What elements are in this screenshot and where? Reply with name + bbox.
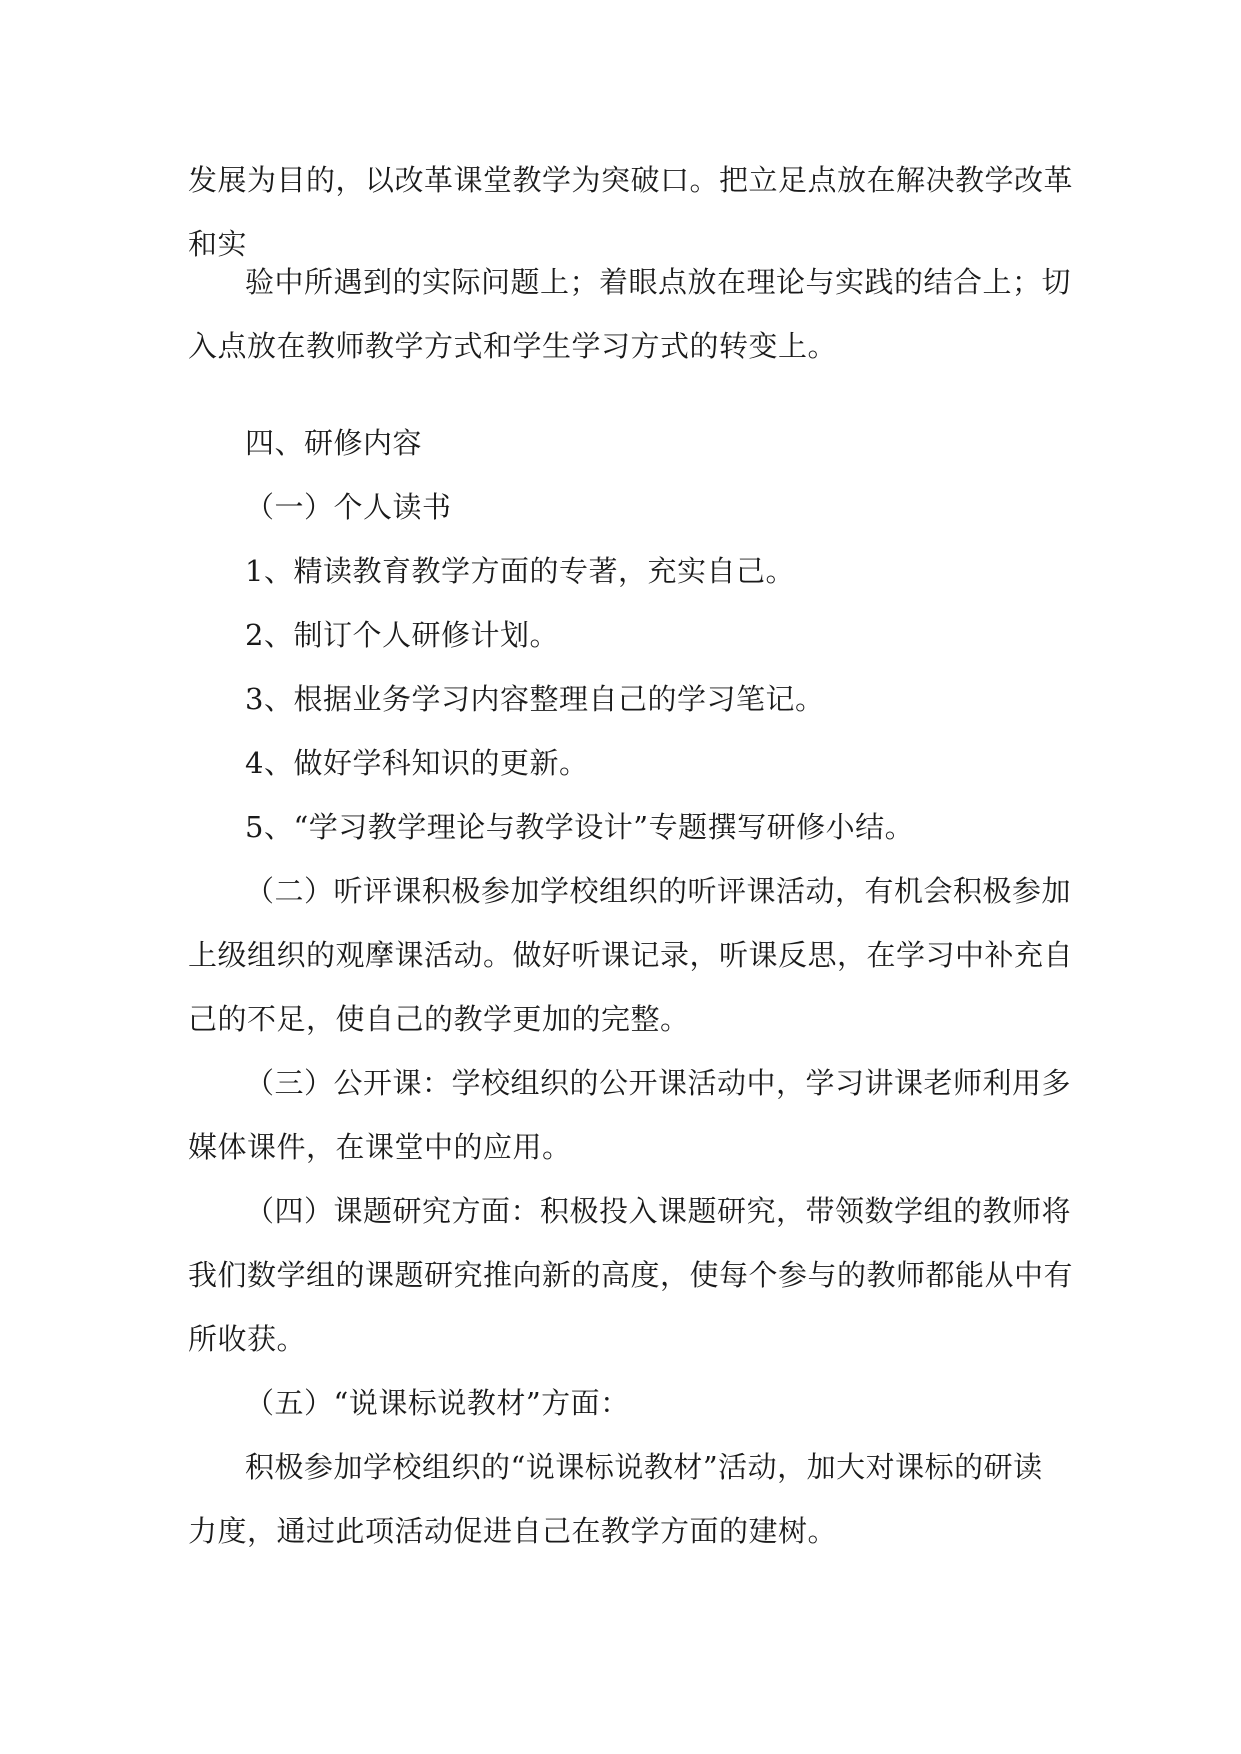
text-line: 力度，通过此项活动促进自己在教学方面的建树。 [188,1514,838,1548]
text-line: 2、制订个人研修计划。 [245,618,559,652]
text-line: 入点放在教师教学方式和学生学习方式的转变上。 [188,329,838,363]
text-line: 己的不足，使自己的教学更加的完整。 [188,1002,690,1036]
list-item [188,731,1125,795]
text-line: 4、做好学科知识的更新。 [245,746,589,780]
paragraph [188,859,1074,1051]
list-item [188,795,1125,859]
text-line: 积极参加学校组织的“说课标说教材”活动，加大对课标的研读 [245,1450,1043,1484]
text-line: 四、研修内容 [245,426,423,460]
text-line: 和实 [188,227,248,261]
text-line: （五）“说课标说教材”方面： [245,1386,630,1420]
subsection-heading [188,1371,1125,1435]
subsection-heading [188,475,1125,539]
text-line: 上级组织的观摩课活动。做好听课记录，听课反思，在学习中补充自 [188,938,1074,972]
text-line: 我们数学组的课题研究推向新的高度，使每个参与的教师都能从中有 [188,1258,1074,1292]
text-line: 媒体课件，在课堂中的应用。 [188,1130,572,1164]
text-line: 3、根据业务学习内容整理自己的学习笔记。 [245,682,825,716]
paragraph [188,250,1072,378]
section-heading [188,411,1125,475]
text-line: 发展为目的，以改革课堂教学为突破口。把立足点放在解决教学改革 [188,163,1074,197]
text-line: （二）听评课积极参加学校组织的听评课活动，有机会积极参加 [245,874,1072,908]
text-line: 5、“学习教学理论与教学设计”专题撰写研修小结。 [245,810,915,844]
list-item [188,667,1125,731]
text-line: 1、精读教育教学方面的专著，充实自己。 [245,554,795,588]
text-line: （四）课题研究方面：积极投入课题研究，带领数学组的教师将 [245,1194,1072,1228]
text-line: （一）个人读书 [245,490,452,524]
text-line: （三）公开课：学校组织的公开课活动中，学习讲课老师利用多 [245,1066,1072,1100]
list-item [188,603,1125,667]
text-line: 所收获。 [188,1322,307,1356]
paragraph [188,1435,1068,1563]
text-line: 验中所遇到的实际问题上；着眼点放在理论与实践的结合上；切 [245,265,1072,299]
paragraph [188,1051,1072,1179]
list-item [188,539,1125,603]
paragraph [188,1179,1074,1371]
